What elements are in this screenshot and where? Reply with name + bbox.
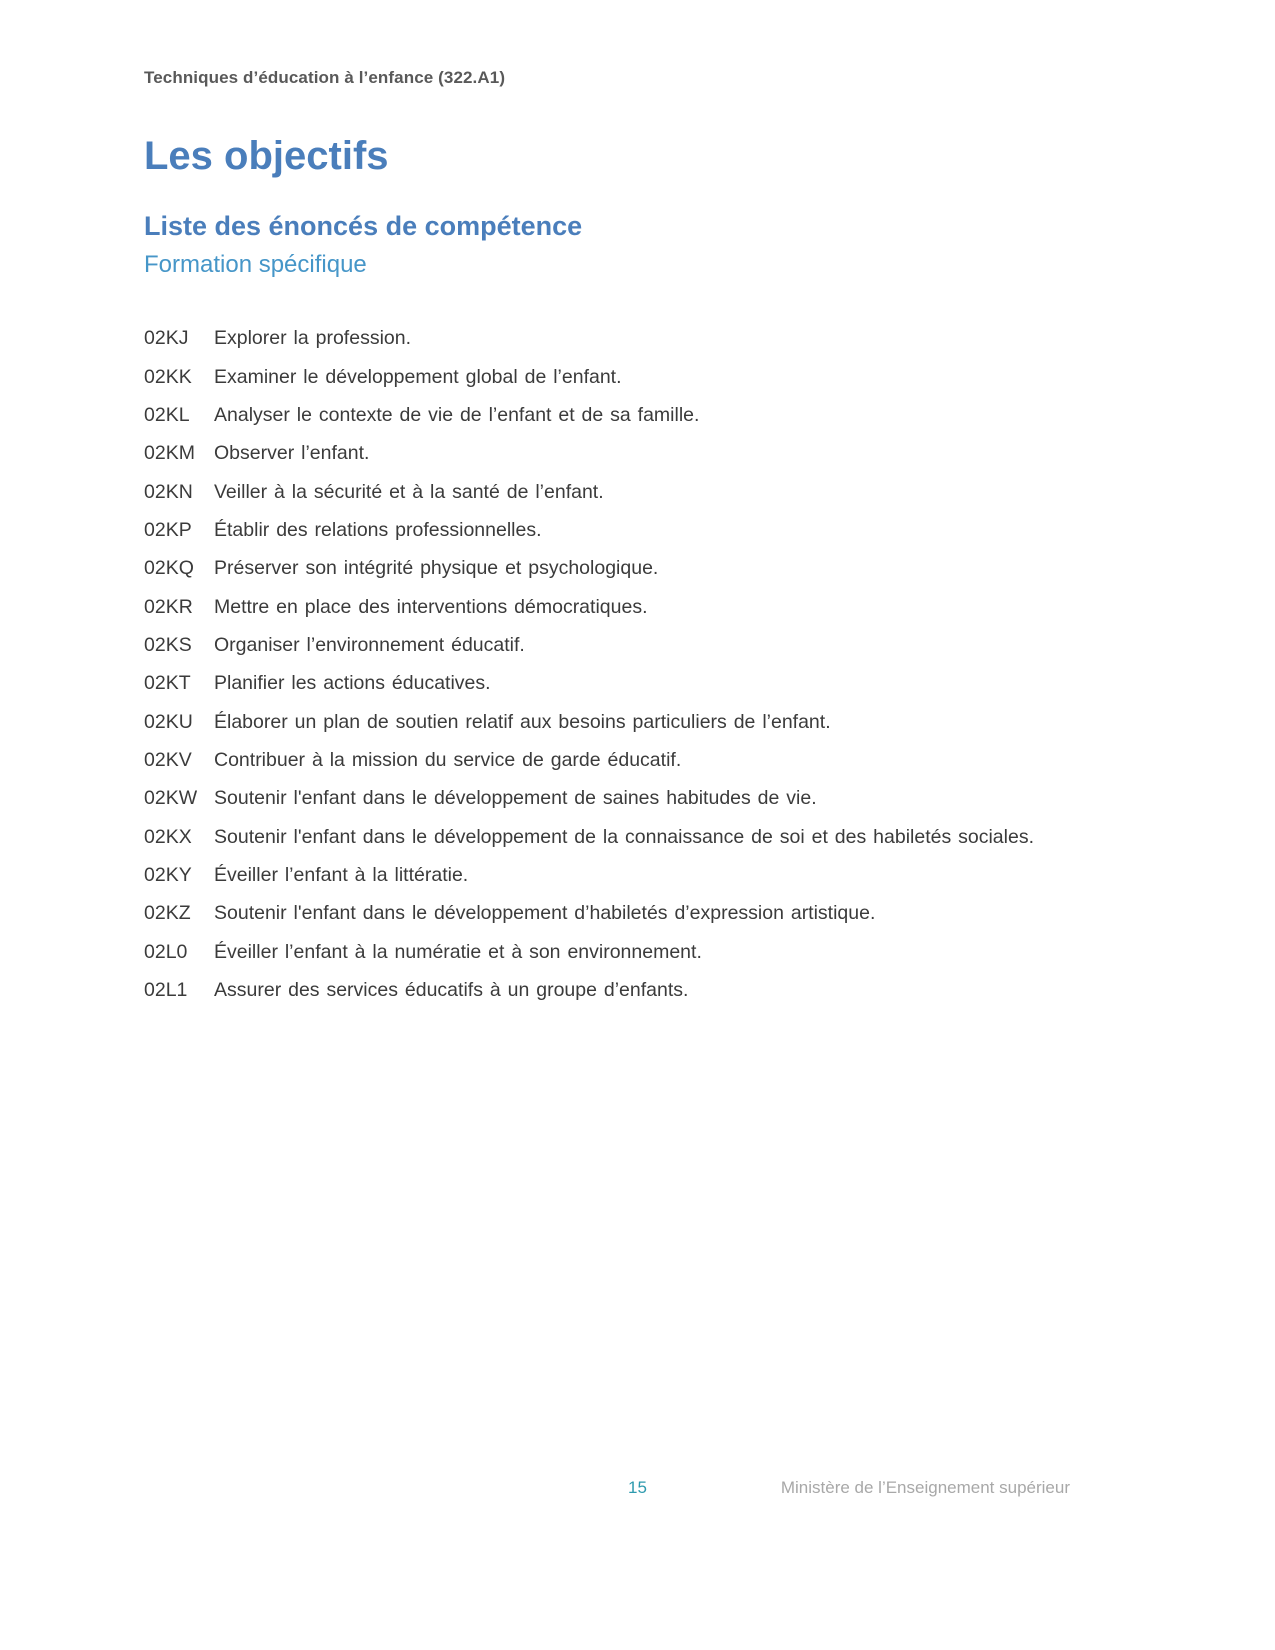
competency-item bbox=[144, 403, 1139, 428]
competency-item bbox=[144, 940, 1139, 965]
competency-item bbox=[144, 518, 1139, 543]
item-text: Éveiller l’enfant à la numératie et à son environnement. bbox=[214, 940, 702, 963]
item-text: Planifier les actions éducatives. bbox=[214, 672, 491, 695]
footer-ministry: Ministère de l’Enseignement supérieur bbox=[780, 1478, 1070, 1497]
running-header: Techniques d’éducation à l’enfance (322.A1) bbox=[144, 68, 506, 87]
item-code: 02KW bbox=[144, 787, 198, 810]
competency-item bbox=[144, 480, 1139, 505]
competency-item bbox=[144, 595, 1139, 620]
item-code: 02KP bbox=[144, 518, 192, 541]
competency-item bbox=[144, 825, 1139, 850]
item-code: 02KN bbox=[144, 480, 193, 503]
item-code: 02KS bbox=[144, 633, 192, 656]
item-code: 02KJ bbox=[144, 327, 189, 350]
item-text: Contribuer à la mission du service de garde éducatif. bbox=[214, 748, 682, 771]
page-title: Les objectifs bbox=[144, 134, 389, 178]
competency-item bbox=[144, 786, 1139, 811]
item-code: 02KK bbox=[144, 365, 192, 388]
item-text: Élaborer un plan de soutien relatif aux besoins particuliers de l’enfant. bbox=[214, 710, 831, 733]
competency-item bbox=[144, 748, 1139, 773]
item-text: Soutenir l'enfant dans le développement d’habiletés d’expression artistique. bbox=[214, 902, 876, 925]
item-text: Organiser l’environnement éducatif. bbox=[214, 633, 525, 656]
page-content bbox=[144, 132, 1139, 1016]
subsection-title: Formation spécifique bbox=[144, 251, 367, 279]
item-code: 02KM bbox=[144, 442, 195, 465]
competency-item bbox=[144, 633, 1139, 658]
item-text: Observer l’enfant. bbox=[214, 442, 370, 465]
item-text: Établir des relations professionnelles. bbox=[214, 518, 542, 541]
item-code: 02KY bbox=[144, 864, 192, 886]
competency-item bbox=[144, 901, 1139, 926]
item-text: Examiner le développement global de l’enfant. bbox=[214, 365, 622, 388]
competency-item bbox=[144, 365, 1139, 390]
item-code: 02KL bbox=[144, 403, 190, 426]
item-code: 02KT bbox=[144, 672, 191, 695]
competency-item bbox=[144, 710, 1139, 735]
item-text: Soutenir l'enfant dans le développement de la connaissance de soi et des habiletés sociales. bbox=[214, 825, 1034, 848]
item-text: Mettre en place des interventions démocratiques. bbox=[214, 595, 648, 618]
item-code: 02KX bbox=[144, 825, 192, 848]
competency-item bbox=[144, 326, 1139, 351]
item-text: Analyser le contexte de vie de l’enfant et de sa famille. bbox=[214, 403, 700, 426]
competency-item bbox=[144, 671, 1139, 696]
item-code: 02KU bbox=[144, 710, 193, 733]
page-number: 15 bbox=[628, 1478, 647, 1497]
competency-item bbox=[144, 441, 1139, 466]
item-text: Soutenir l'enfant dans le développement de saines habitudes de vie. bbox=[214, 787, 817, 810]
item-code: 02KZ bbox=[144, 902, 191, 925]
item-code: 02L0 bbox=[144, 940, 188, 963]
competency-item bbox=[144, 556, 1139, 581]
item-code: 02L1 bbox=[144, 979, 188, 1002]
competency-item bbox=[144, 978, 1139, 1003]
page-footer bbox=[0, 1478, 1275, 1508]
item-code: 02KR bbox=[144, 595, 193, 618]
item-code: 02KQ bbox=[144, 557, 194, 580]
section-title: Liste des énoncés de compétence bbox=[144, 211, 583, 241]
item-text: Assurer des services éducatifs à un groupe d’enfants. bbox=[214, 979, 689, 1002]
item-code: 02KV bbox=[144, 748, 192, 771]
item-text: Éveiller l’enfant à la littératie. bbox=[214, 864, 469, 886]
item-text: Préserver son intégrité physique et psychologique. bbox=[214, 557, 659, 580]
item-text: Explorer la profession. bbox=[214, 327, 412, 350]
competency-item bbox=[144, 863, 1139, 888]
item-text: Veiller à la sécurité et à la santé de l’enfant. bbox=[214, 480, 604, 503]
competency-list bbox=[144, 326, 1139, 1003]
